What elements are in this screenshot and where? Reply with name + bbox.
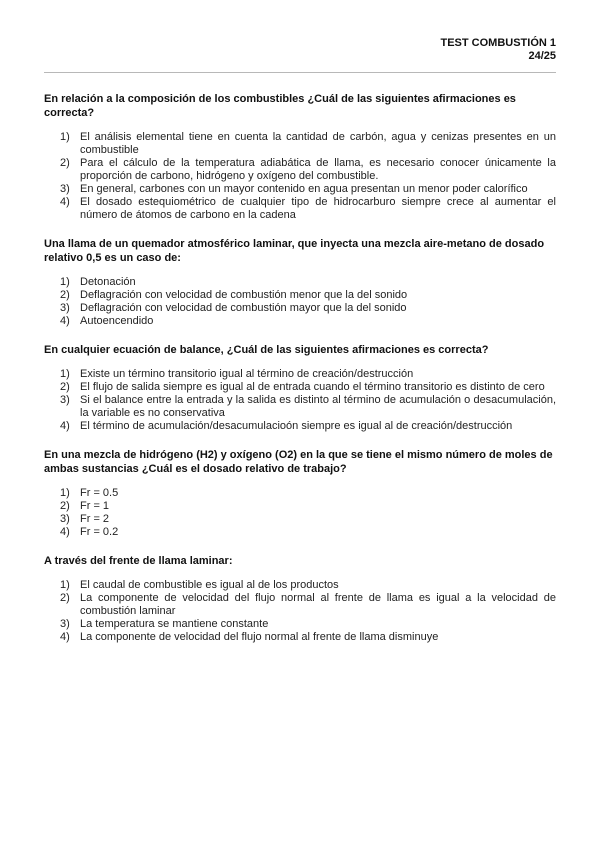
document-title: TEST COMBUSTIÓN 1	[440, 37, 556, 49]
option-text: El dosado estequiométrico de cualquier tipo de hidrocarburo siempre crece al aumentar el número de átomos de carbono en la cadena	[80, 196, 556, 221]
page-header	[440, 37, 556, 63]
answer-option	[44, 276, 556, 289]
answer-option	[44, 289, 556, 302]
question-list	[44, 92, 556, 659]
answer-option	[44, 394, 556, 420]
option-number: 1)	[60, 487, 70, 499]
question-1	[44, 92, 556, 222]
option-number: 1)	[60, 368, 70, 380]
option-number: 2)	[60, 592, 70, 604]
option-number: 2)	[60, 500, 70, 512]
question-text: A través del frente de llama laminar:	[44, 555, 233, 567]
answer-option	[44, 500, 556, 513]
question-text: En cualquier ecuación de balance, ¿Cuál de las siguientes afirmaciones es correcta?	[44, 344, 489, 356]
answer-option	[44, 592, 556, 618]
question-5	[44, 554, 556, 644]
answer-option	[44, 196, 556, 222]
option-text: Fr = 2	[80, 513, 110, 525]
option-text: La temperatura se mantiene constante	[80, 618, 269, 630]
option-number: 3)	[60, 394, 70, 406]
option-text: Para el cálculo de la temperatura adiabática de llama, es necesario conocer únicamente la proporción de carbono, hidrógeno y oxígeno del combustible.	[80, 157, 556, 182]
option-text: El caudal de combustible es igual al de los productos	[80, 579, 339, 591]
option-number: 2)	[60, 381, 70, 393]
option-text: Fr = 0.5	[80, 487, 119, 499]
option-text: Fr = 1	[80, 500, 110, 512]
question-4	[44, 448, 556, 539]
option-number: 3)	[60, 183, 70, 195]
question-2	[44, 237, 556, 328]
answer-option	[44, 579, 556, 592]
page-number: 24/25	[528, 50, 556, 62]
answer-option	[44, 487, 556, 500]
option-number: 2)	[60, 289, 70, 301]
option-text: Autoencendido	[80, 315, 154, 327]
question-text: En una mezcla de hidrógeno (H2) y oxígeno (O2) en la que se tiene el mismo número de moles de ambas sustancias ¿Cuál es el dosado relativo de trabajo?	[44, 449, 553, 475]
answer-options	[44, 487, 556, 539]
option-number: 1)	[60, 131, 70, 143]
answer-option	[44, 631, 556, 644]
option-number: 1)	[60, 579, 70, 591]
option-number: 4)	[60, 315, 70, 327]
option-number: 4)	[60, 420, 70, 432]
answer-option	[44, 368, 556, 381]
answer-option	[44, 302, 556, 315]
option-number: 1)	[60, 276, 70, 288]
option-text: Detonación	[80, 276, 136, 288]
option-number: 3)	[60, 618, 70, 630]
answer-options	[44, 276, 556, 328]
answer-option	[44, 618, 556, 631]
option-text: La componente de velocidad del flujo normal al frente de llama disminuye	[80, 631, 439, 643]
header-divider	[44, 72, 556, 73]
option-text: La componente de velocidad del flujo normal al frente de llama es igual a la velocidad de combustión laminar	[80, 592, 556, 617]
answer-option	[44, 131, 556, 157]
option-number: 4)	[60, 526, 70, 538]
answer-options	[44, 368, 556, 433]
option-text: En general, carbones con un mayor contenido en agua presentan un menor poder calorífico	[80, 183, 528, 195]
answer-option	[44, 526, 556, 539]
option-number: 4)	[60, 631, 70, 643]
option-text: Existe un término transitorio igual al término de creación/destrucción	[80, 368, 414, 380]
question-text: En relación a la composición de los combustibles ¿Cuál de las siguientes afirmaciones es correcta?	[44, 93, 516, 119]
answer-option	[44, 183, 556, 196]
option-text: Si el balance entre la entrada y la salida es distinto al término de acumulación o desacumulación, la variable es no conservativa	[80, 394, 556, 419]
question-3	[44, 343, 556, 433]
option-text: El flujo de salida siempre es igual al de entrada cuando el término transitorio es distinto de cero	[80, 381, 545, 393]
option-text: Deflagración con velocidad de combustión mayor que la del sonido	[80, 302, 407, 314]
option-text: El término de acumulación/desacumulacioón siempre es igual al de creación/destrucción	[80, 420, 513, 432]
answer-option	[44, 420, 556, 433]
answer-option	[44, 381, 556, 394]
answer-option	[44, 315, 556, 328]
option-number: 3)	[60, 302, 70, 314]
option-text: El análisis elemental tiene en cuenta la cantidad de carbón, agua y cenizas presentes en un combustible	[80, 131, 556, 156]
answer-options	[44, 131, 556, 222]
option-number: 4)	[60, 196, 70, 208]
answer-option	[44, 513, 556, 526]
answer-option	[44, 157, 556, 183]
option-number: 2)	[60, 157, 70, 169]
option-text: Fr = 0.2	[80, 526, 119, 538]
question-text: Una llama de un quemador atmosférico laminar, que inyecta una mezcla aire-metano de dosado relativo 0,5 es un caso de:	[44, 238, 545, 264]
option-number: 3)	[60, 513, 70, 525]
answer-options	[44, 579, 556, 644]
option-text: Deflagración con velocidad de combustión menor que la del sonido	[80, 289, 408, 301]
